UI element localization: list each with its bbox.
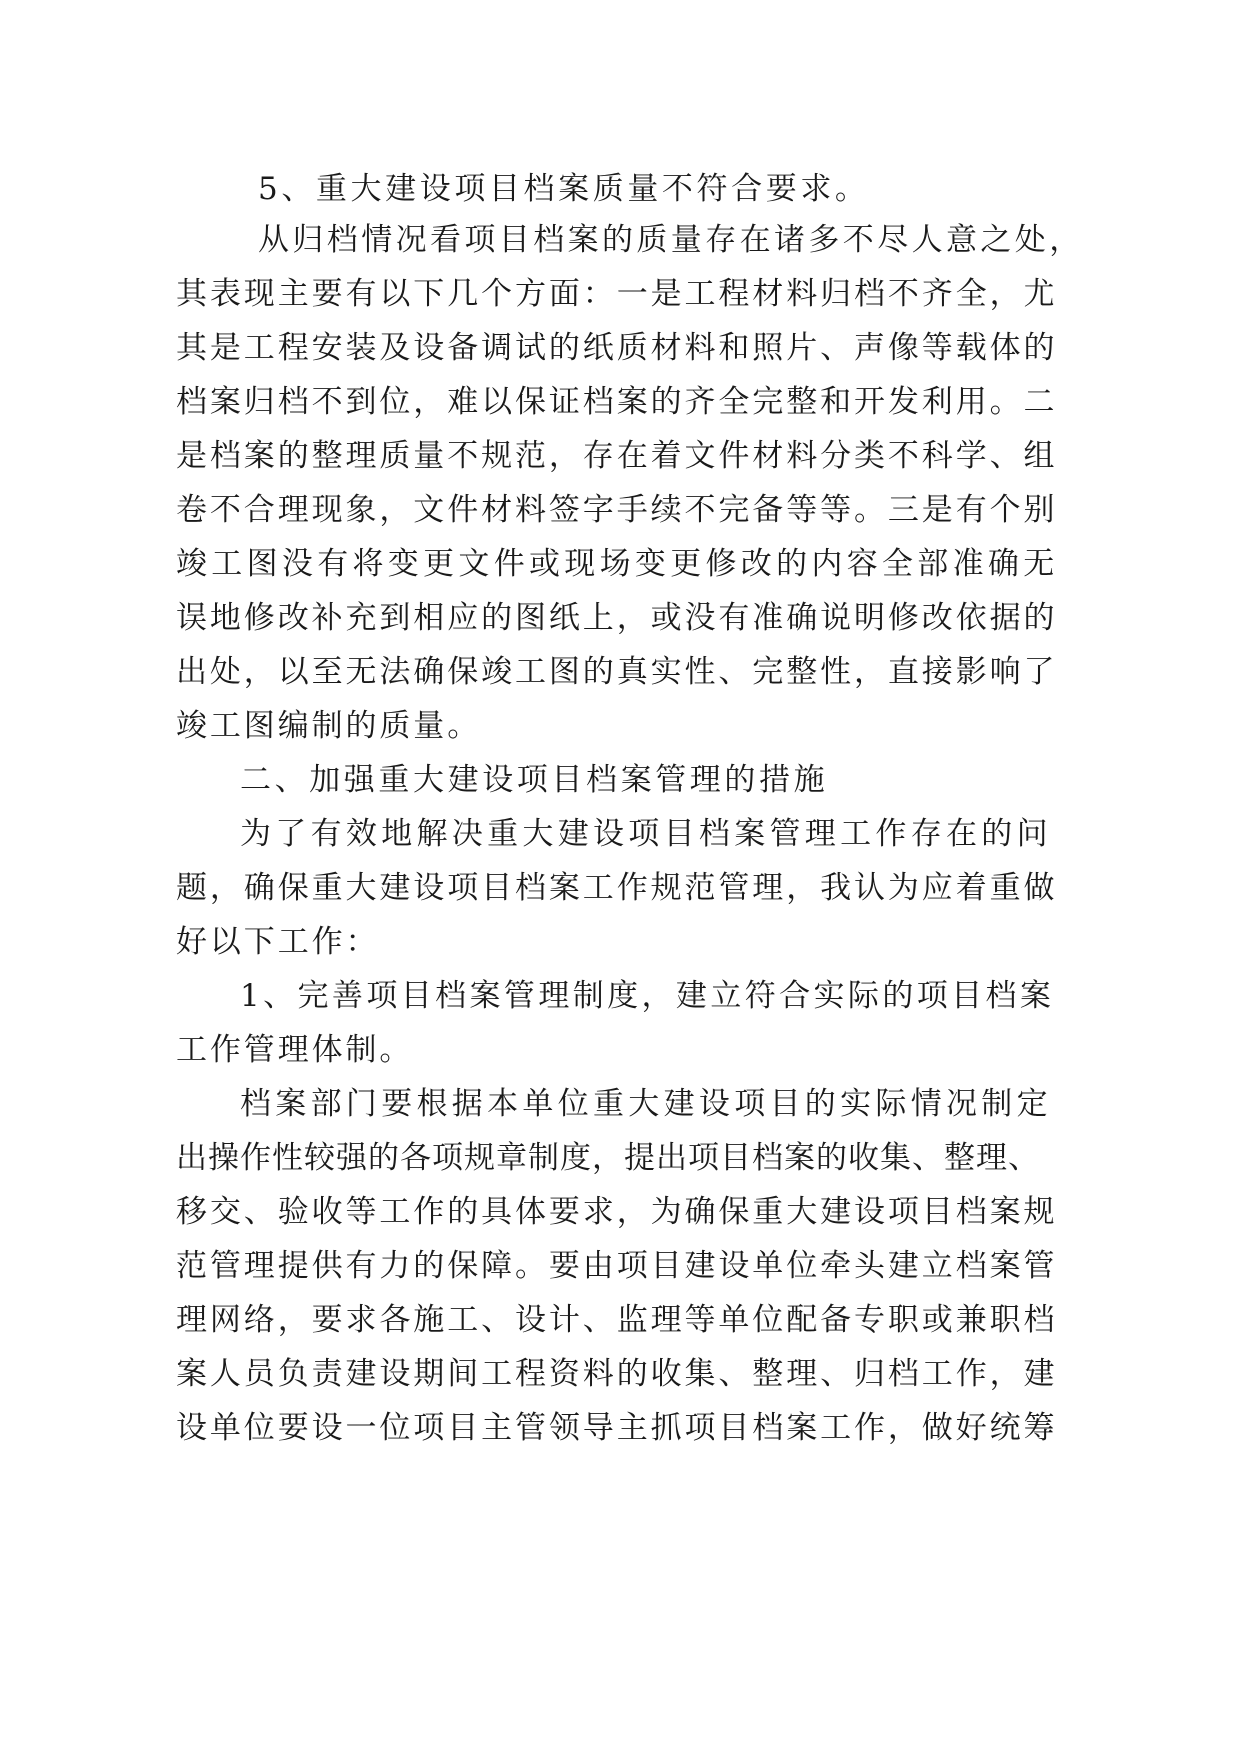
text-line: 5、重大建设项目档案质量不符合要求。 <box>258 171 870 207</box>
text-line: 其是工程安装及设备调试的纸质材料和照片、声像等载体的 <box>176 330 1058 366</box>
text-line: 是档案的整理质量不规范，存在着文件材料分类不科学、组 <box>176 438 1058 474</box>
text-line: 误地修改补充到相应的图纸上，或没有准确说明修改依据的 <box>176 600 1058 636</box>
text-line: 工作管理体制。 <box>176 1032 414 1068</box>
text-line: 题，确保重大建设项目档案工作规范管理，我认为应着重做 <box>176 870 1058 906</box>
text-line: 出处，以至无法确保竣工图的真实性、完整性，直接影响了 <box>176 654 1058 690</box>
text-line: 卷不合理现象，文件材料签字手续不完备等等。三是有个别 <box>176 492 1058 528</box>
text-line: 竣工图没有将变更文件或现场变更修改的内容全部准确无 <box>176 546 1059 582</box>
text-line: 档案归档不到位，难以保证档案的齐全完整和开发利用。二 <box>176 384 1058 420</box>
text-line: 其表现主要有以下几个方面：一是工程材料归档不齐全，尤 <box>176 276 1058 312</box>
text-line: 理网络，要求各施工、设计、监理等单位配备专职或兼职档 <box>176 1302 1058 1338</box>
text-line: 档案部门要根据本单位重大建设项目的实际情况制定 <box>240 1086 1052 1122</box>
text-line: 1、完善项目档案管理制度，建立符合实际的项目档案 <box>240 978 1055 1014</box>
text-line: 二、加强重大建设项目档案管理的措施 <box>240 762 829 798</box>
text-line: 出操作性较强的各项规章制度，提出项目档案的收集、整理、 <box>176 1140 1040 1176</box>
text-line: 设单位要设一位项目主管领导主抓项目档案工作，做好统筹 <box>176 1410 1058 1446</box>
text-line: 范管理提供有力的保障。要由项目建设单位牵头建立档案管 <box>176 1248 1058 1284</box>
text-line: 竣工图编制的质量。 <box>176 708 482 744</box>
text-line: 好以下工作： <box>176 924 380 960</box>
text-line: 案人员负责建设期间工程资料的收集、整理、归档工作，建 <box>176 1356 1058 1392</box>
text-line: 从归档情况看项目档案的质量存在诸多不尽人意之处， <box>258 222 1084 258</box>
text-line: 为了有效地解决重大建设项目档案管理工作存在的问 <box>240 816 1052 852</box>
text-line: 移交、验收等工作的具体要求，为确保重大建设项目档案规 <box>176 1194 1058 1230</box>
